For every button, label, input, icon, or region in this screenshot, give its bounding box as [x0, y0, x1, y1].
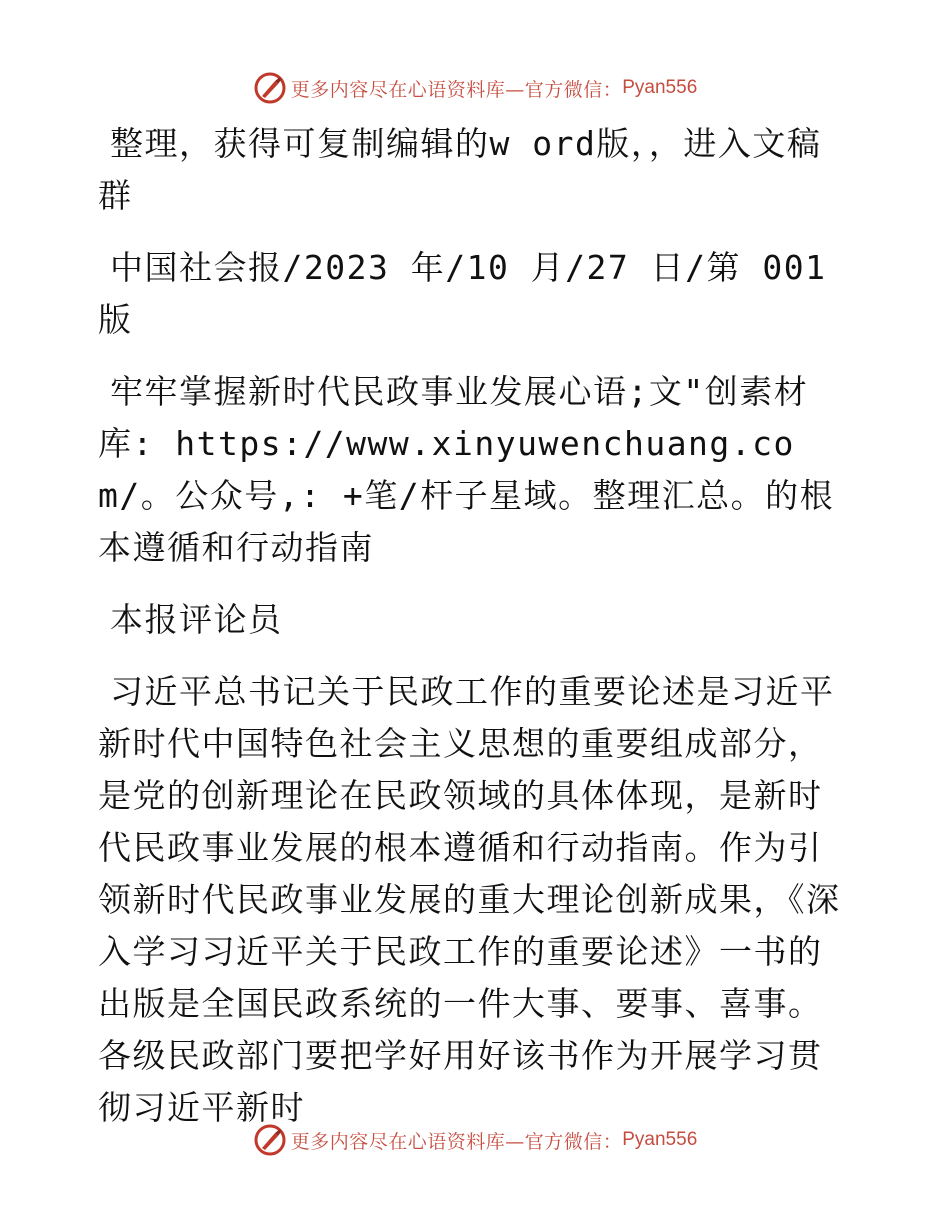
- header-wechat-id: Pyan556: [622, 77, 698, 98]
- footer-banner-text: 更多内容尽在心语资料库—官方微信：: [290, 1130, 623, 1153]
- body-paragraph: 习近平总书记关于民政工作的重要论述是习近平新时代中国特色社会主义思想的重要组成部分，是党的创新理论在民政领域的具体体现，是新时代民政事业发展的根本遵循和行动指南。作为引领新时代民政事业发展的重大理论创新成果，《深入学习习近平关于民政工作的重要论述》一书的出版是全国民政系统的一件大事、要事、喜事。各级民政部门要把学好用好该书作为开展学习贯彻习近平新时: [98, 672, 841, 1127]
- quill-logo-icon: [253, 71, 287, 105]
- source-line: 中国社会报/2023 年/10 月/27 日/第 001 版: [98, 248, 827, 339]
- footer-watermark-banner: [0, 1120, 950, 1160]
- intro-note: 整理，获得可复制编辑的w ord版，，进入文稿群: [98, 124, 822, 215]
- quill-logo-icon: [253, 1123, 287, 1157]
- header-banner-text: 更多内容尽在心语资料库—官方微信：: [290, 78, 623, 101]
- byline: 本报评论员: [110, 600, 283, 639]
- document-body: [98, 118, 850, 1134]
- footer-wechat-id: Pyan556: [622, 1129, 698, 1150]
- header-watermark-banner: [0, 68, 950, 108]
- article-headline: 牢牢掌握新时代民政事业发展心语;文"创素材库: https://www.xinyuwenchuang.com/。公众号,: +笔/杆子星域。整理汇总。的根本遵循和行动指南: [98, 372, 835, 567]
